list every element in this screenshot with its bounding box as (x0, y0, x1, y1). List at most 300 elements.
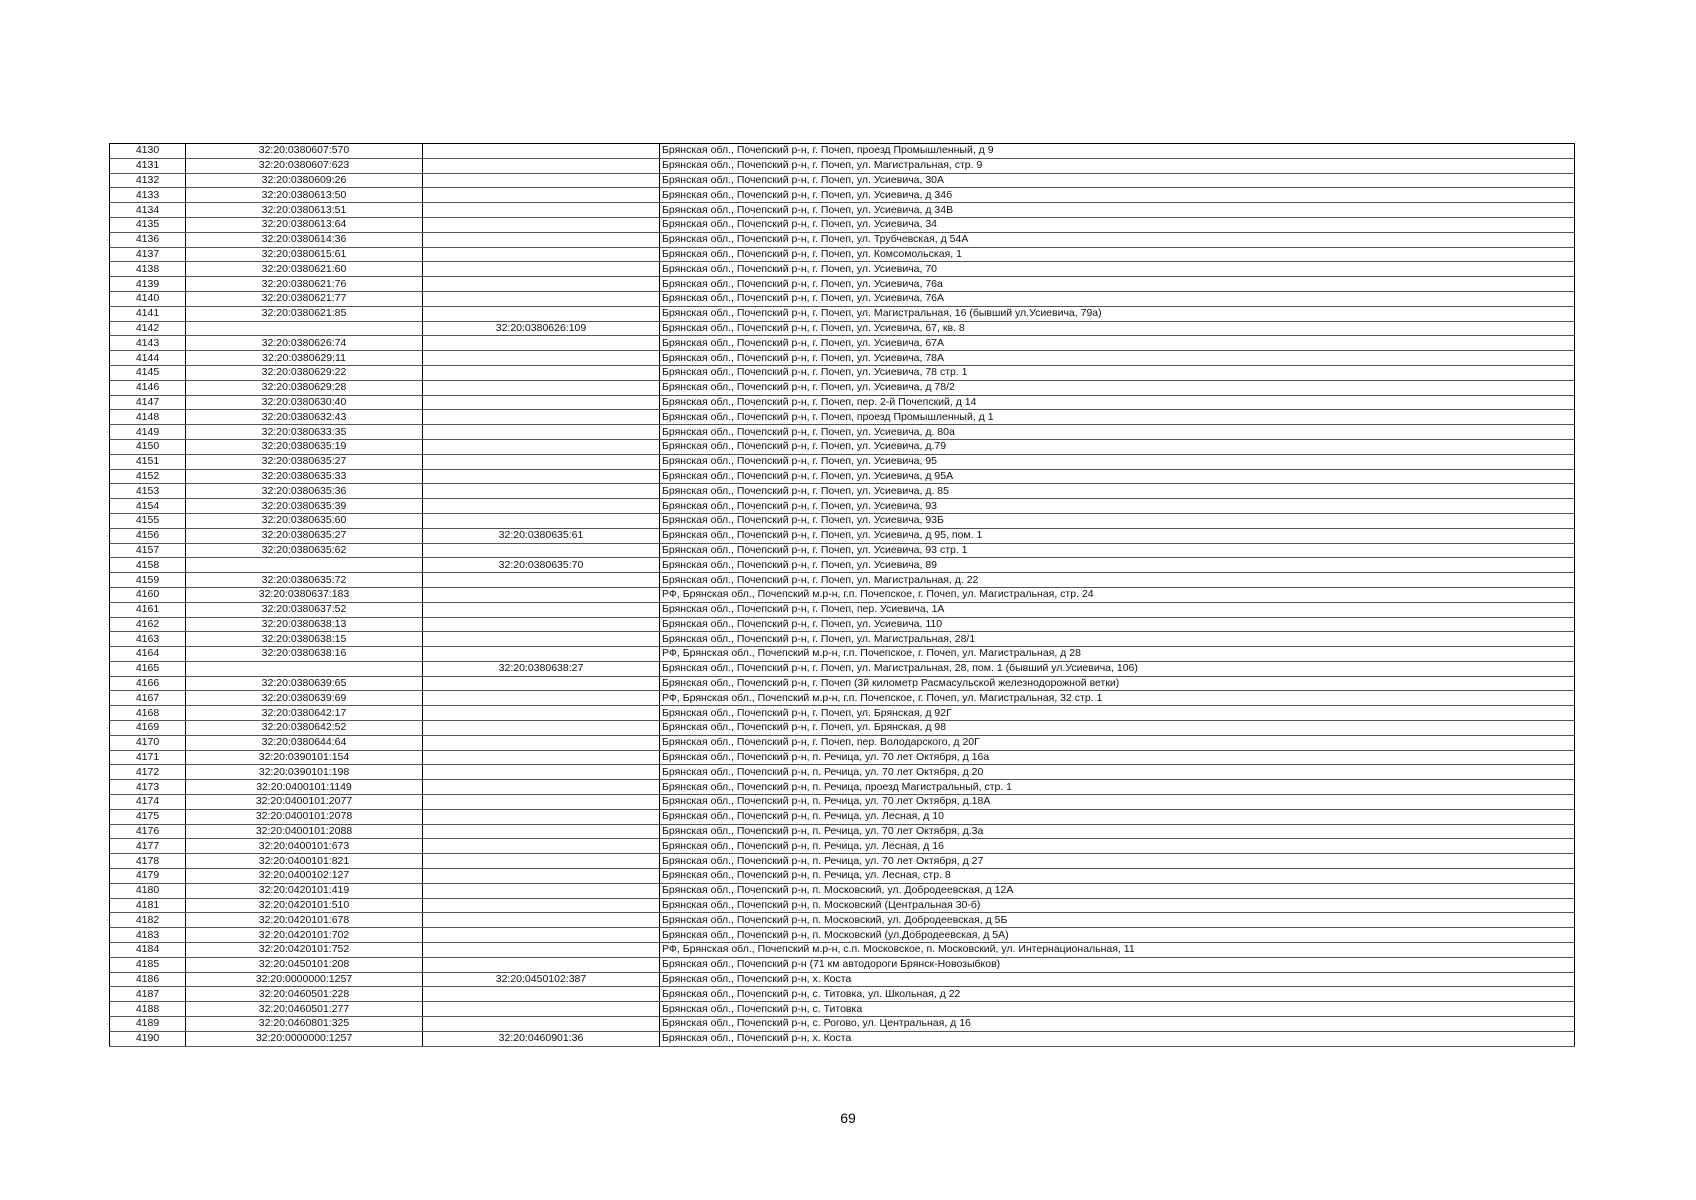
row-number-cell: 4168 (110, 706, 186, 721)
table-row (110, 1031, 1575, 1046)
address-cell: Брянская обл., Почепский р-н, г. Почеп, ул. Усиевича, 78А (660, 351, 1575, 366)
table-row (110, 454, 1575, 469)
cadastral-number-cell: 32:20:0380637:52 (186, 602, 423, 617)
related-cadastral-number-cell (423, 291, 660, 306)
address-cell: Брянская обл., Почепский р-н, г. Почеп, ул. Усиевича, д. 85 (660, 484, 1575, 499)
row-number-cell: 4155 (110, 513, 186, 528)
table-row (110, 765, 1575, 780)
cadastral-number-cell: 32:20:0420101:419 (186, 883, 423, 898)
related-cadastral-number-cell (423, 765, 660, 780)
cadastral-number-cell: 32:20:0400101:2088 (186, 824, 423, 839)
table-row (110, 869, 1575, 884)
row-number-cell: 4133 (110, 188, 186, 203)
related-cadastral-number-cell (423, 277, 660, 292)
table-row (110, 691, 1575, 706)
related-cadastral-number-cell: 32:20:0380635:61 (423, 528, 660, 543)
address-cell: РФ, Брянская обл., Почепский м.р-н, г.п. Почепское, г. Почеп, ул. Магистральная, 32 стр. 1 (660, 691, 1575, 706)
related-cadastral-number-cell (423, 380, 660, 395)
row-number-cell: 4137 (110, 247, 186, 262)
related-cadastral-number-cell (423, 247, 660, 262)
related-cadastral-number-cell (423, 676, 660, 691)
table-row (110, 587, 1575, 602)
address-cell: Брянская обл., Почепский р-н, г. Почеп, ул. Магистральная, 16 (бывший ул.Усиевича, 79а) (660, 306, 1575, 321)
cadastral-number-cell: 32:20:0420101:678 (186, 913, 423, 928)
cadastral-number-cell: 32:20:0400101:2078 (186, 809, 423, 824)
related-cadastral-number-cell (423, 1002, 660, 1017)
address-cell: Брянская обл., Почепский р-н, п. Речица, ул. 70 лет Октября, д 16а (660, 750, 1575, 765)
row-number-cell: 4177 (110, 839, 186, 854)
related-cadastral-number-cell (423, 144, 660, 159)
related-cadastral-number-cell (423, 188, 660, 203)
address-cell: Брянская обл., Почепский р-н, п. Московский (Центральная 30-б) (660, 898, 1575, 913)
cadastral-number-cell: 32:20:0380635:60 (186, 513, 423, 528)
row-number-cell: 4178 (110, 854, 186, 869)
cadastral-number-cell: 32:20:0380626:74 (186, 336, 423, 351)
cadastral-number-cell: 32:20:0380615:61 (186, 247, 423, 262)
row-number-cell: 4143 (110, 336, 186, 351)
cadastral-number-cell: 32:20:0380642:17 (186, 706, 423, 721)
related-cadastral-number-cell (423, 1017, 660, 1032)
related-cadastral-number-cell (423, 928, 660, 943)
address-cell: Брянская обл., Почепский р-н, с. Рогово, ул. Центральная, д 16 (660, 1017, 1575, 1032)
cadastral-number-cell: 32:20:0380638:13 (186, 617, 423, 632)
cadastral-number-cell: 32:20:0420101:510 (186, 898, 423, 913)
row-number-cell: 4135 (110, 217, 186, 232)
row-number-cell: 4153 (110, 484, 186, 499)
address-cell: Брянская обл., Почепский р-н, п. Речица, ул. Лесная, д 10 (660, 809, 1575, 824)
registry-table (109, 143, 1575, 1047)
table-row (110, 425, 1575, 440)
related-cadastral-number-cell (423, 795, 660, 810)
table-row (110, 824, 1575, 839)
cadastral-number-cell: 32:20:0390101:154 (186, 750, 423, 765)
row-number-cell: 4179 (110, 869, 186, 884)
row-number-cell: 4189 (110, 1017, 186, 1032)
address-cell: Брянская обл., Почепский р-н, г. Почеп, пер. Володарского, д 20Г (660, 735, 1575, 750)
table-row (110, 262, 1575, 277)
table-row (110, 410, 1575, 425)
table-row (110, 647, 1575, 662)
cadastral-number-cell: 32:20:0380637:183 (186, 587, 423, 602)
row-number-cell: 4149 (110, 425, 186, 440)
table-row (110, 528, 1575, 543)
row-number-cell: 4173 (110, 780, 186, 795)
address-cell: Брянская обл., Почепский р-н, п. Речица, ул. 70 лет Октября, д.3а (660, 824, 1575, 839)
address-cell: Брянская обл., Почепский р-н, п. Речица, проезд Магистральный, стр. 1 (660, 780, 1575, 795)
page-number: 69 (840, 1110, 856, 1126)
address-cell: Брянская обл., Почепский р-н, г. Почеп, ул. Усиевича, д 95А (660, 469, 1575, 484)
row-number-cell: 4131 (110, 158, 186, 173)
row-number-cell: 4171 (110, 750, 186, 765)
related-cadastral-number-cell (423, 957, 660, 972)
address-cell: Брянская обл., Почепский р-н, г. Почеп, ул. Усиевича, д.79 (660, 439, 1575, 454)
table-row (110, 676, 1575, 691)
address-cell: Брянская обл., Почепский р-н, г. Почеп, ул. Усиевича, 70 (660, 262, 1575, 277)
related-cadastral-number-cell (423, 602, 660, 617)
address-cell: Брянская обл., Почепский р-н, г. Почеп, ул. Усиевича, д 34В (660, 203, 1575, 218)
row-number-cell: 4186 (110, 972, 186, 987)
row-number-cell: 4185 (110, 957, 186, 972)
related-cadastral-number-cell (423, 513, 660, 528)
cadastral-number-cell: 32:20:0400101:1149 (186, 780, 423, 795)
row-number-cell: 4141 (110, 306, 186, 321)
address-cell: Брянская обл., Почепский р-н, г. Почеп, ул. Усиевича, 95 (660, 454, 1575, 469)
cadastral-number-cell: 32:20:0380635:33 (186, 469, 423, 484)
cadastral-number-cell: 32:20:0420101:702 (186, 928, 423, 943)
address-cell: Брянская обл., Почепский р-н, г. Почеп, ул. Усиевича, 30А (660, 173, 1575, 188)
table-row (110, 957, 1575, 972)
table-row (110, 721, 1575, 736)
table-row (110, 883, 1575, 898)
cadastral-number-cell: 32:20:0380613:50 (186, 188, 423, 203)
related-cadastral-number-cell (423, 173, 660, 188)
cadastral-number-cell: 32:20:0380635:27 (186, 454, 423, 469)
row-number-cell: 4130 (110, 144, 186, 159)
row-number-cell: 4180 (110, 883, 186, 898)
row-number-cell: 4148 (110, 410, 186, 425)
table-row (110, 217, 1575, 232)
table-row (110, 380, 1575, 395)
row-number-cell: 4158 (110, 558, 186, 573)
related-cadastral-number-cell (423, 410, 660, 425)
address-cell: Брянская обл., Почепский р-н, г. Почеп, ул. Усиевича, 67, кв. 8 (660, 321, 1575, 336)
table-row (110, 232, 1575, 247)
table-row (110, 277, 1575, 292)
address-cell: Брянская обл., Почепский р-н, г. Почеп, пер. Усиевича, 1А (660, 602, 1575, 617)
row-number-cell: 4184 (110, 943, 186, 958)
address-cell: Брянская обл., Почепский р-н, г. Почеп, ул. Трубчевская, д 54А (660, 232, 1575, 247)
related-cadastral-number-cell (423, 425, 660, 440)
related-cadastral-number-cell (423, 721, 660, 736)
address-cell: Брянская обл., Почепский р-н, г. Почеп, ул. Усиевича, 34 (660, 217, 1575, 232)
row-number-cell: 4136 (110, 232, 186, 247)
row-number-cell: 4166 (110, 676, 186, 691)
table-row (110, 573, 1575, 588)
cadastral-number-cell: 32:20:0380632:43 (186, 410, 423, 425)
address-cell: Брянская обл., Почепский р-н, г. Почеп, ул. Брянская, д 98 (660, 721, 1575, 736)
cadastral-number-cell: 32:20:0400101:2077 (186, 795, 423, 810)
address-cell: Брянская обл., Почепский р-н, г. Почеп, проезд Промышленный, д 9 (660, 144, 1575, 159)
related-cadastral-number-cell (423, 454, 660, 469)
row-number-cell: 4163 (110, 632, 186, 647)
address-cell: Брянская обл., Почепский р-н, г. Почеп, пер. 2-й Почепский, д 14 (660, 395, 1575, 410)
registry-table-body (110, 144, 1575, 1047)
related-cadastral-number-cell (423, 883, 660, 898)
related-cadastral-number-cell (423, 987, 660, 1002)
table-row (110, 144, 1575, 159)
cadastral-number-cell (186, 321, 423, 336)
address-cell: Брянская обл., Почепский р-н, г. Почеп, ул. Усиевича, 93 стр. 1 (660, 543, 1575, 558)
related-cadastral-number-cell (423, 203, 660, 218)
address-cell: Брянская обл., Почепский р-н, г. Почеп, ул. Усиевича, 89 (660, 558, 1575, 573)
table-row (110, 484, 1575, 499)
address-cell: Брянская обл., Почепский р-н, с. Титовка, ул. Школьная, д 22 (660, 987, 1575, 1002)
cadastral-number-cell: 32:20:0460801:325 (186, 1017, 423, 1032)
related-cadastral-number-cell (423, 395, 660, 410)
row-number-cell: 4151 (110, 454, 186, 469)
table-row (110, 203, 1575, 218)
row-number-cell: 4190 (110, 1031, 186, 1046)
row-number-cell: 4145 (110, 365, 186, 380)
table-row (110, 158, 1575, 173)
row-number-cell: 4165 (110, 661, 186, 676)
address-cell: РФ, Брянская обл., Почепский м.р-н, с.п. Московское, п. Московский, ул. Интернациональная, 11 (660, 943, 1575, 958)
related-cadastral-number-cell: 32:20:0460901:36 (423, 1031, 660, 1046)
address-cell: Брянская обл., Почепский р-н, п. Речица, ул. Лесная, стр. 8 (660, 869, 1575, 884)
table-row (110, 351, 1575, 366)
address-cell: Брянская обл., Почепский р-н, п. Речица, ул. 70 лет Октября, д.18А (660, 795, 1575, 810)
related-cadastral-number-cell (423, 691, 660, 706)
table-row (110, 602, 1575, 617)
related-cadastral-number-cell (423, 158, 660, 173)
row-number-cell: 4174 (110, 795, 186, 810)
related-cadastral-number-cell: 32:20:0450102:387 (423, 972, 660, 987)
table-row (110, 1017, 1575, 1032)
related-cadastral-number-cell (423, 336, 660, 351)
related-cadastral-number-cell (423, 780, 660, 795)
table-row (110, 839, 1575, 854)
related-cadastral-number-cell (423, 484, 660, 499)
related-cadastral-number-cell (423, 439, 660, 454)
table-row (110, 558, 1575, 573)
row-number-cell: 4183 (110, 928, 186, 943)
table-row (110, 336, 1575, 351)
table-row (110, 987, 1575, 1002)
cadastral-number-cell: 32:20:0380635:62 (186, 543, 423, 558)
address-cell: Брянская обл., Почепский р-н, с. Титовка (660, 1002, 1575, 1017)
table-row (110, 513, 1575, 528)
cadastral-number-cell: 32:20:0380642:52 (186, 721, 423, 736)
row-number-cell: 4134 (110, 203, 186, 218)
cadastral-number-cell: 32:20:0000000:1257 (186, 1031, 423, 1046)
address-cell: Брянская обл., Почепский р-н, г. Почеп, ул. Усиевича, д 95, пом. 1 (660, 528, 1575, 543)
cadastral-number-cell: 32:20:0450101:208 (186, 957, 423, 972)
address-cell: Брянская обл., Почепский р-н, г. Почеп, ул. Усиевича, 76а (660, 277, 1575, 292)
address-cell: Брянская обл., Почепский р-н, г. Почеп, ул. Магистральная, стр. 9 (660, 158, 1575, 173)
cadastral-number-cell (186, 558, 423, 573)
related-cadastral-number-cell: 32:20:0380626:109 (423, 321, 660, 336)
address-cell: Брянская обл., Почепский р-н, г. Почеп, ул. Брянская, д 92Г (660, 706, 1575, 721)
row-number-cell: 4144 (110, 351, 186, 366)
table-row (110, 661, 1575, 676)
table-row (110, 439, 1575, 454)
cadastral-number-cell: 32:20:0380609:26 (186, 173, 423, 188)
row-number-cell: 4159 (110, 573, 186, 588)
table-row (110, 943, 1575, 958)
cadastral-number-cell: 32:20:0380638:16 (186, 647, 423, 662)
cadastral-number-cell: 32:20:0380639:69 (186, 691, 423, 706)
row-number-cell: 4146 (110, 380, 186, 395)
address-cell: Брянская обл., Почепский р-н, п. Речица, ул. 70 лет Октября, д 27 (660, 854, 1575, 869)
related-cadastral-number-cell (423, 587, 660, 602)
table-row (110, 543, 1575, 558)
row-number-cell: 4167 (110, 691, 186, 706)
address-cell: Брянская обл., Почепский р-н, г. Почеп, ул. Усиевича, д 34б (660, 188, 1575, 203)
related-cadastral-number-cell (423, 824, 660, 839)
row-number-cell: 4156 (110, 528, 186, 543)
table-row (110, 173, 1575, 188)
cadastral-number-cell: 32:20:0460501:228 (186, 987, 423, 1002)
cadastral-number-cell: 32:20:0380635:72 (186, 573, 423, 588)
row-number-cell: 4169 (110, 721, 186, 736)
address-cell: Брянская обл., Почепский р-н, х. Коста (660, 972, 1575, 987)
table-row (110, 780, 1575, 795)
row-number-cell: 4170 (110, 735, 186, 750)
address-cell: Брянская обл., Почепский р-н, г. Почеп, ул. Усиевича, 76А (660, 291, 1575, 306)
row-number-cell: 4175 (110, 809, 186, 824)
row-number-cell: 4182 (110, 913, 186, 928)
row-number-cell: 4164 (110, 647, 186, 662)
address-cell: Брянская обл., Почепский р-н, г. Почеп, ул. Усиевича, 93 (660, 499, 1575, 514)
table-row (110, 795, 1575, 810)
row-number-cell: 4147 (110, 395, 186, 410)
cadastral-number-cell: 32:20:0000000:1257 (186, 972, 423, 987)
row-number-cell: 4139 (110, 277, 186, 292)
address-cell: Брянская обл., Почепский р-н, г. Почеп, ул. Усиевича, 110 (660, 617, 1575, 632)
address-cell: Брянская обл., Почепский р-н, г. Почеп, ул. Магистральная, 28/1 (660, 632, 1575, 647)
cadastral-number-cell: 32:20:0400101:673 (186, 839, 423, 854)
related-cadastral-number-cell (423, 869, 660, 884)
address-cell: Брянская обл., Почепский р-н, п. Московский, ул. Добродеевская, д 12А (660, 883, 1575, 898)
related-cadastral-number-cell (423, 469, 660, 484)
table-row (110, 972, 1575, 987)
table-row (110, 395, 1575, 410)
cadastral-number-cell: 32:20:0460501:277 (186, 1002, 423, 1017)
cadastral-number-cell: 32:20:0380638:15 (186, 632, 423, 647)
table-row (110, 188, 1575, 203)
related-cadastral-number-cell (423, 365, 660, 380)
related-cadastral-number-cell (423, 217, 660, 232)
related-cadastral-number-cell (423, 735, 660, 750)
related-cadastral-number-cell (423, 913, 660, 928)
address-cell: Брянская обл., Почепский р-н, г. Почеп, ул. Усиевича, д 78/2 (660, 380, 1575, 395)
related-cadastral-number-cell (423, 706, 660, 721)
related-cadastral-number-cell (423, 573, 660, 588)
cadastral-number-cell: 32:20:0380635:27 (186, 528, 423, 543)
related-cadastral-number-cell (423, 232, 660, 247)
address-cell: Брянская обл., Почепский р-н, г. Почеп, ул. Комсомольская, 1 (660, 247, 1575, 262)
table-row (110, 306, 1575, 321)
related-cadastral-number-cell (423, 617, 660, 632)
cadastral-number-cell: 32:20:0380635:19 (186, 439, 423, 454)
address-cell: РФ, Брянская обл., Почепский м.р-н, г.п. Почепское, г. Почеп, ул. Магистральная, д 28 (660, 647, 1575, 662)
cadastral-number-cell: 32:20:0380635:39 (186, 499, 423, 514)
related-cadastral-number-cell (423, 262, 660, 277)
related-cadastral-number-cell (423, 809, 660, 824)
cadastral-number-cell: 32:20:0380629:28 (186, 380, 423, 395)
address-cell: Брянская обл., Почепский р-н, г. Почеп, ул. Магистральная, 28, пом. 1 (бывший ул.Усиевича, 106) (660, 661, 1575, 676)
row-number-cell: 4161 (110, 602, 186, 617)
table-row (110, 499, 1575, 514)
row-number-cell: 4140 (110, 291, 186, 306)
related-cadastral-number-cell (423, 943, 660, 958)
related-cadastral-number-cell (423, 632, 660, 647)
related-cadastral-number-cell (423, 647, 660, 662)
related-cadastral-number-cell: 32:20:0380635:70 (423, 558, 660, 573)
address-cell: Брянская обл., Почепский р-н, п. Речица, ул. Лесная, д 16 (660, 839, 1575, 854)
related-cadastral-number-cell: 32:20:0380638:27 (423, 661, 660, 676)
address-cell: Брянская обл., Почепский р-н, г. Почеп, ул. Усиевича, 67А (660, 336, 1575, 351)
address-cell: Брянская обл., Почепский р-н, х. Коста (660, 1031, 1575, 1046)
row-number-cell: 4157 (110, 543, 186, 558)
row-number-cell: 4162 (110, 617, 186, 632)
related-cadastral-number-cell (423, 750, 660, 765)
cadastral-number-cell: 32:20:0420101:752 (186, 943, 423, 958)
cadastral-number-cell: 32:20:0380639:65 (186, 676, 423, 691)
related-cadastral-number-cell (423, 306, 660, 321)
related-cadastral-number-cell (423, 854, 660, 869)
related-cadastral-number-cell (423, 543, 660, 558)
row-number-cell: 4181 (110, 898, 186, 913)
address-cell: Брянская обл., Почепский р-н, г. Почеп, ул. Магистральная, д. 22 (660, 573, 1575, 588)
address-cell: Брянская обл., Почепский р-н (71 км автодороги Брянск-Новозыбков) (660, 957, 1575, 972)
row-number-cell: 4154 (110, 499, 186, 514)
row-number-cell: 4142 (110, 321, 186, 336)
row-number-cell: 4152 (110, 469, 186, 484)
row-number-cell: 4132 (110, 173, 186, 188)
cadastral-number-cell: 32:20:0400102:127 (186, 869, 423, 884)
related-cadastral-number-cell (423, 839, 660, 854)
cadastral-number-cell: 32:20:0380621:77 (186, 291, 423, 306)
cadastral-number-cell: 32:20:0380629:11 (186, 351, 423, 366)
cadastral-number-cell: 32:20:0380614:36 (186, 232, 423, 247)
table-row (110, 750, 1575, 765)
row-number-cell: 4150 (110, 439, 186, 454)
related-cadastral-number-cell (423, 499, 660, 514)
address-cell: Брянская обл., Почепский р-н, г. Почеп (3й километр Расмасульской железнодорожной ветки) (660, 676, 1575, 691)
cadastral-number-cell: 32:20:0380644:64 (186, 735, 423, 750)
address-cell: Брянская обл., Почепский р-н, п. Речица, ул. 70 лет Октября, д 20 (660, 765, 1575, 780)
table-row (110, 321, 1575, 336)
cadastral-number-cell: 32:20:0390101:198 (186, 765, 423, 780)
cadastral-number-cell: 32:20:0380613:51 (186, 203, 423, 218)
cadastral-number-cell: 32:20:0400101:821 (186, 854, 423, 869)
table-row (110, 854, 1575, 869)
cadastral-number-cell: 32:20:0380633:35 (186, 425, 423, 440)
address-cell: Брянская обл., Почепский р-н, г. Почеп, ул. Усиевича, 78 стр. 1 (660, 365, 1575, 380)
table-row (110, 913, 1575, 928)
cadastral-number-cell: 32:20:0380621:85 (186, 306, 423, 321)
address-cell: РФ, Брянская обл., Почепский м.р-н, г.п. Почепское, г. Почеп, ул. Магистральная, стр. 24 (660, 587, 1575, 602)
table-row (110, 706, 1575, 721)
address-cell: Брянская обл., Почепский р-н, п. Московский (ул.Добродеевская, д 5А) (660, 928, 1575, 943)
cadastral-number-cell: 32:20:0380635:36 (186, 484, 423, 499)
related-cadastral-number-cell (423, 351, 660, 366)
cadastral-number-cell: 32:20:0380613:64 (186, 217, 423, 232)
cadastral-number-cell: 32:20:0380629:22 (186, 365, 423, 380)
table-row (110, 291, 1575, 306)
row-number-cell: 4188 (110, 1002, 186, 1017)
row-number-cell: 4176 (110, 824, 186, 839)
row-number-cell: 4187 (110, 987, 186, 1002)
table-row (110, 735, 1575, 750)
cadastral-number-cell (186, 661, 423, 676)
table-row (110, 247, 1575, 262)
row-number-cell: 4138 (110, 262, 186, 277)
table-row (110, 928, 1575, 943)
cadastral-number-cell: 32:20:0380630:40 (186, 395, 423, 410)
cadastral-number-cell: 32:20:0380607:623 (186, 158, 423, 173)
address-cell: Брянская обл., Почепский р-н, г. Почеп, ул. Усиевича, 93Б (660, 513, 1575, 528)
cadastral-number-cell: 32:20:0380621:60 (186, 262, 423, 277)
table-row (110, 809, 1575, 824)
table-row (110, 898, 1575, 913)
address-cell: Брянская обл., Почепский р-н, п. Московский, ул. Добродеевская, д 5Б (660, 913, 1575, 928)
table-row (110, 469, 1575, 484)
row-number-cell: 4172 (110, 765, 186, 780)
address-cell: Брянская обл., Почепский р-н, г. Почеп, проезд Промышленный, д 1 (660, 410, 1575, 425)
cadastral-number-cell: 32:20:0380621:76 (186, 277, 423, 292)
